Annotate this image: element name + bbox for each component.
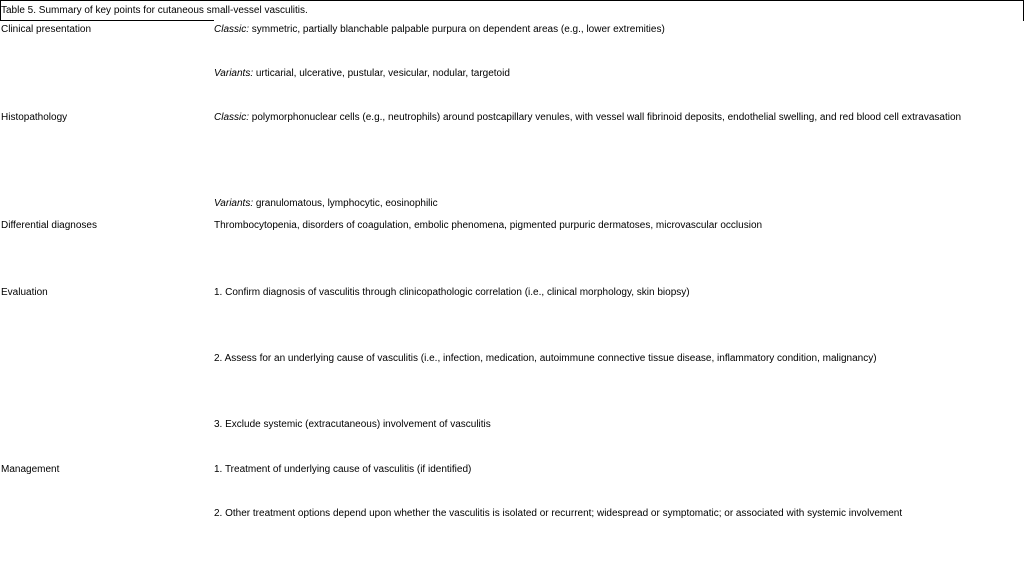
entry-text: symmetric, partially blanchable palpable purpura on dependent areas (e.g., lower extremities)	[249, 24, 665, 35]
entry-prefix: Variants:	[214, 68, 254, 79]
row-entry-clinical-variants	[214, 68, 510, 79]
row-entry-management-2: 2. Other treatment options depend upon whether the vasculitis is isolated or recurrent; widespread or symptomatic; or associated with systemic involvement	[214, 508, 903, 519]
row-entry-histo-variants	[214, 198, 438, 209]
entry-text: polymorphonuclear cells (e.g., neutrophils) around postcapillary venules, with vessel wall fibrinoid deposits, endothelial swelling, and red blood cell extravasation	[249, 112, 962, 123]
entry-prefix: Variants:	[214, 198, 254, 209]
row-entry-evaluation-3: 3. Exclude systemic (extracutaneous) involvement of vasculitis	[214, 419, 491, 430]
table-caption: Table 5. Summary of key points for cutaneous small-vessel vasculitis.	[1, 5, 308, 16]
entry-prefix: Classic:	[214, 24, 250, 35]
caption-underline	[0, 20, 214, 21]
row-label-clinical-presentation: Clinical presentation	[1, 24, 92, 35]
row-entry-differential: Thrombocytopenia, disorders of coagulation, embolic phenomena, pigmented purpuric dermatoses, microvascular occlusion	[214, 220, 763, 231]
row-entry-evaluation-2: 2. Assess for an underlying cause of vasculitis (i.e., infection, medication, autoimmune connective tissue disease, inflammatory condition, malignancy)	[214, 353, 877, 364]
row-label-evaluation: Evaluation	[1, 287, 48, 298]
entry-prefix: Classic:	[214, 112, 250, 123]
row-label-management: Management	[1, 464, 60, 475]
table-top-border	[0, 0, 1024, 1]
row-label-differential-diagnoses: Differential diagnoses	[1, 220, 97, 231]
row-entry-management-1: 1. Treatment of underlying cause of vasculitis (if identified)	[214, 464, 472, 475]
row-entry-clinical-classic	[214, 24, 665, 35]
row-entry-histo-classic	[214, 112, 961, 123]
entry-text: urticarial, ulcerative, pustular, vesicular, nodular, targetoid	[253, 68, 510, 79]
row-entry-evaluation-1: 1. Confirm diagnosis of vasculitis through clinicopathologic correlation (i.e., clinical morphology, skin biopsy)	[214, 287, 690, 298]
entry-text: granulomatous, lymphocytic, eosinophilic	[253, 198, 438, 209]
row-label-histopathology: Histopathology	[1, 112, 68, 123]
